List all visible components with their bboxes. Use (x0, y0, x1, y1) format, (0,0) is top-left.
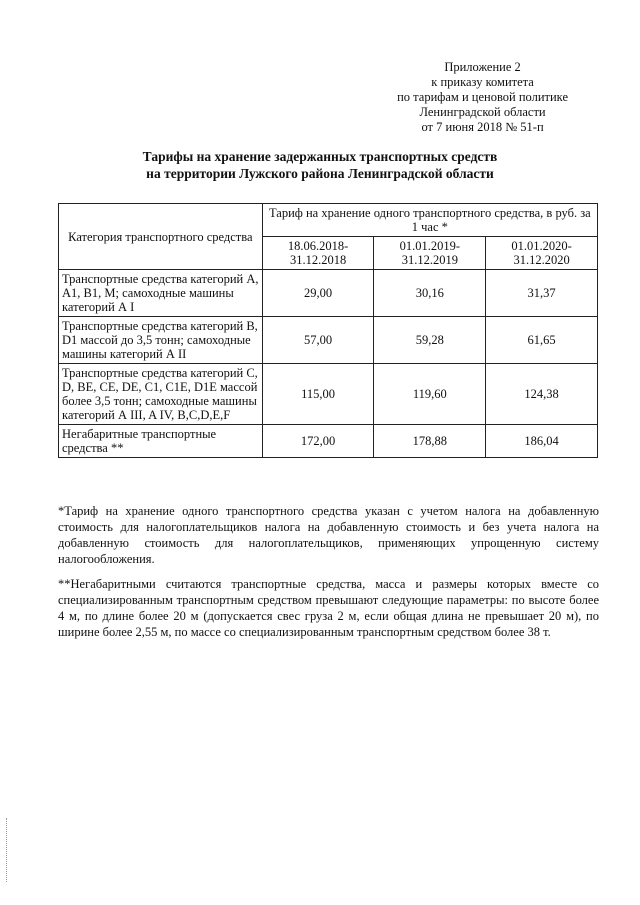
tariff-value-cell: 29,00 (262, 270, 374, 317)
tariff-table (58, 203, 598, 458)
period-header: 18.06.2018- 31.12.2018 (262, 237, 374, 270)
tariff-value-cell: 119,60 (374, 364, 486, 425)
category-cell: Негабаритные транспортные средства ** (59, 425, 263, 458)
tariff-value-cell: 115,00 (262, 364, 374, 425)
period-header: 01.01.2020- 31.12.2020 (486, 237, 598, 270)
footnote-vat: *Тариф на хранение одного транспортного средства указан с учетом налога на добавленную стоимость для налогоплательщиков налога на добавленную стоимость и без учета налога на добавленную стоимость для налогоплательщиков, применяющих упрощенную систему налогообложения. (58, 503, 599, 566)
category-cell: Транспортные средства категорий А, А1, В1, М; самоходные машины категорий А I (59, 270, 263, 317)
title-line-2: на территории Лужского района Ленинградской области (146, 166, 494, 181)
document-title (0, 148, 640, 182)
tariff-column-header: Тариф на хранение одного транспортного средства, в руб. за 1 час * (262, 204, 597, 237)
tariff-value-cell: 59,28 (374, 317, 486, 364)
table-header-row (59, 204, 598, 237)
appendix-line: к приказу комитета (431, 75, 534, 89)
footnote-oversized: **Негабаритными считаются транспортные средства, масса и размеры которых вместе со специализированным транспортным средством превышают следующие параметры: по высоте более 4 м, по длине более 20 м (допускается свес груза 2 м, если общая длина не превышает 20 м), по ширине более 2,55 м, по массе со специализированным транспортным средством более 38 т. (58, 576, 599, 639)
appendix-line: по тарифам и ценовой политике (397, 90, 568, 104)
tariff-value-cell: 57,00 (262, 317, 374, 364)
table-row (59, 364, 598, 425)
title-line-1: Тарифы на хранение задержанных транспортных средств (142, 149, 498, 164)
tariff-value-cell: 30,16 (374, 270, 486, 317)
tariff-value-cell: 124,38 (486, 364, 598, 425)
tariff-value-cell: 178,88 (374, 425, 486, 458)
category-column-header: Категория транспортного средства (59, 204, 263, 270)
tariff-value-cell: 186,04 (486, 425, 598, 458)
category-cell: Транспортные средства категорий В, D1 массой до 3,5 тонн; самоходные машины категорий А II (59, 317, 263, 364)
category-cell: Транспортные средства категорий С, D, ВЕ, СЕ, DE, C1, C1E, D1E массой более 3,5 тонн; самоходные машины категорий А III, A IV, B,C,D,E,F (59, 364, 263, 425)
margin-mark (6, 818, 9, 882)
appendix-header (397, 60, 568, 135)
table-row (59, 317, 598, 364)
tariff-value-cell: 61,65 (486, 317, 598, 364)
period-header: 01.01.2019- 31.12.2019 (374, 237, 486, 270)
appendix-line: Ленинградской области (419, 105, 546, 119)
tariff-value-cell: 172,00 (262, 425, 374, 458)
appendix-line: от 7 июня 2018 № 51-п (421, 120, 544, 134)
table-row (59, 425, 598, 458)
tariff-value-cell: 31,37 (486, 270, 598, 317)
appendix-line: Приложение 2 (444, 60, 521, 74)
table-row (59, 270, 598, 317)
